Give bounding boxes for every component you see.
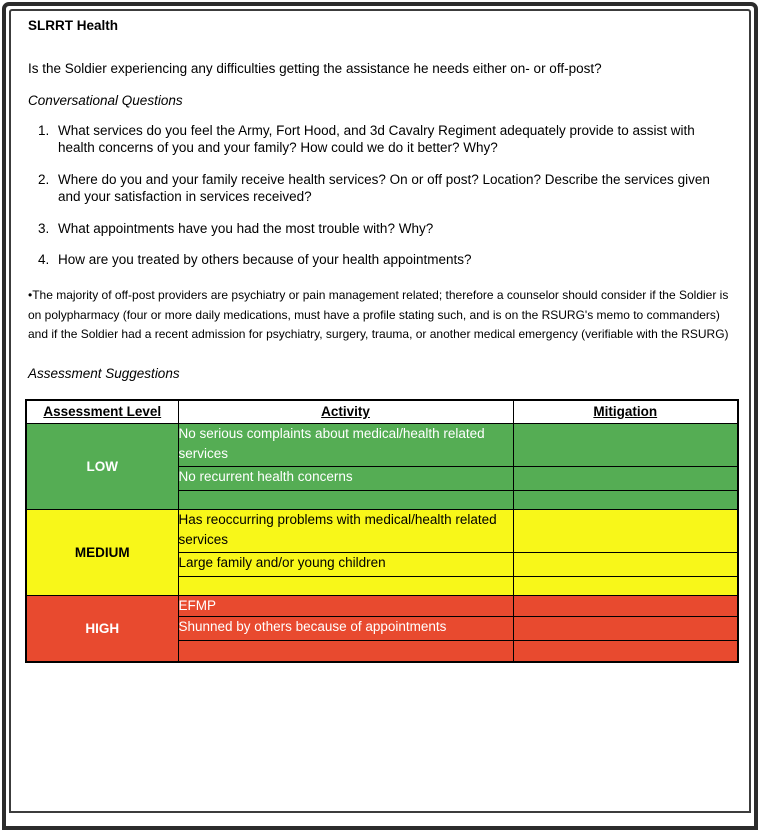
mitigation-cell xyxy=(513,509,738,552)
activity-cell: Shunned by others because of appointments xyxy=(178,617,513,641)
assessment-table xyxy=(25,399,739,663)
question-4 xyxy=(28,252,729,269)
level-cell-medium: MEDIUM xyxy=(26,509,178,595)
table-row xyxy=(26,423,738,466)
question-3 xyxy=(28,221,729,238)
question-1-text: What services do you feel the Army, Fort Hood, and 3d Cavalry Regiment adequately provide to assist with health concerns of you and your family? How could we do it better? Why? xyxy=(58,123,695,155)
activity-cell: EFMP xyxy=(178,595,513,617)
table-row xyxy=(26,509,738,552)
page-title: SLRRT Health xyxy=(28,18,119,33)
header-activity: Activity xyxy=(178,400,513,424)
question-1-number: 1. xyxy=(38,123,50,138)
mitigation-cell xyxy=(513,617,738,641)
activity-cell xyxy=(178,490,513,509)
table-row xyxy=(26,595,738,617)
question-2 xyxy=(28,172,729,206)
question-3-text: What appointments have you had the most trouble with? Why? xyxy=(58,220,434,236)
question-4-number: 4. xyxy=(38,252,50,268)
mitigation-cell xyxy=(513,595,738,617)
header-assessment-level: Assessment Level xyxy=(26,400,178,424)
activity-cell: No serious complaints about medical/health related services xyxy=(178,423,513,466)
level-cell-low: LOW xyxy=(26,423,178,509)
document-content xyxy=(11,11,749,663)
activity-cell: No recurrent health concerns xyxy=(178,466,513,490)
activity-cell xyxy=(178,641,513,662)
mitigation-cell xyxy=(513,466,738,490)
mitigation-cell xyxy=(513,490,738,509)
activity-cell: Has reoccurring problems with medical/health related services xyxy=(178,509,513,552)
question-3-number: 3. xyxy=(38,220,50,236)
question-1 xyxy=(28,123,729,157)
intro-question: Is the Soldier experiencing any difficulties getting the assistance he needs either on- or off-post? xyxy=(28,61,602,76)
level-cell-high: HIGH xyxy=(26,595,178,662)
activity-cell xyxy=(178,576,513,595)
table-header-row xyxy=(26,400,738,424)
question-2-text: Where do you and your family receive health services? On or off post? Location? Describe the services given and your satisfaction in services received? xyxy=(58,171,710,204)
mitigation-cell xyxy=(513,552,738,576)
counselor-note: •The majority of off-post providers are psychiatry or pain management related; therefore a counselor should consider if the Soldier is on polypharmacy (four or more daily medications, must have a profile stating such, and is on the RSURG's memo to commanders) and if the Soldier had a recent admission for psychiatry, surgery, trauma, or another medical emergency (verifiable with the RSURG) xyxy=(28,288,729,342)
assessment-suggestions-heading: Assessment Suggestions xyxy=(28,365,180,381)
page-frame-inner xyxy=(9,9,751,813)
conversational-questions-heading: Conversational Questions xyxy=(28,93,183,108)
page-frame xyxy=(2,2,758,830)
header-mitigation: Mitigation xyxy=(513,400,738,424)
mitigation-cell xyxy=(513,423,738,466)
question-2-number: 2. xyxy=(38,171,50,187)
question-4-text: How are you treated by others because of your health appointments? xyxy=(58,252,472,268)
mitigation-cell xyxy=(513,641,738,662)
mitigation-cell xyxy=(513,576,738,595)
activity-cell: Large family and/or young children xyxy=(178,552,513,576)
